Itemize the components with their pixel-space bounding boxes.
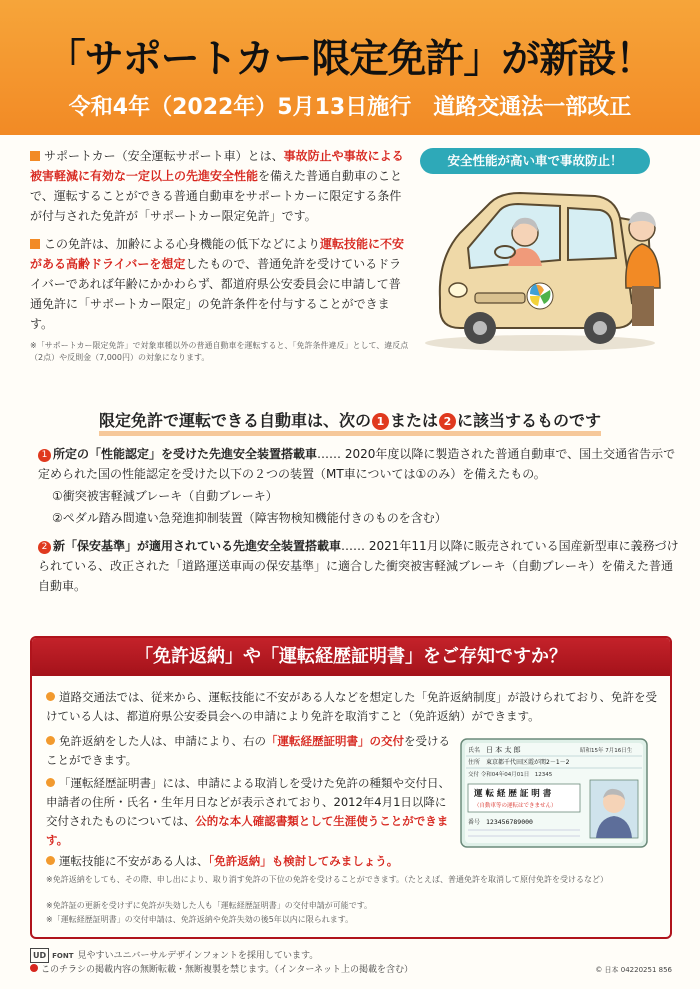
note-1: ※免許返納をしても、その際、申し出により、取り消す免許の下位の免許を受けることができます。（たとえば、普通免許を取消して原付免許を受けるなど） (46, 875, 609, 884)
intro-paragraph-2: この免許は、加齢による心身機能の低下などにより運転技能に不安がある高齢ドライバーを想定したもので、普通免許を受けているドライバーであれば年齢にかかわらず、都道府県公安委員会に申請して普通免許に「サポートカー限定」の免許条件を付与することができます。 (30, 237, 405, 331)
card-number-label: 番号 (468, 819, 481, 826)
bullet-dot-icon (46, 856, 55, 865)
device-1: ①衝突被害軽減ブレーキ（自動ブレーキ） (52, 489, 278, 503)
number-2-icon: 2 (439, 413, 456, 430)
intro-text (30, 146, 412, 342)
card-name-label: 氏名 (468, 747, 481, 754)
card-title: 運 転 経 歴 証 明 書 (474, 789, 552, 799)
number-1-icon: 1 (38, 449, 51, 462)
card-address: 東京都千代田区霞が関2－1－2 (486, 759, 570, 766)
device-2: ②ペダル踏み間違い急発進抑制装置（障害物検知機能付きのものを含む） (52, 511, 447, 525)
license-return-heading: 「免許返納」や「運転経歴証明書」をご存知ですか？ (32, 638, 670, 676)
bullet-dot-icon (46, 736, 55, 745)
note-3: ※「運転経歴証明書」の交付申請は、免許返納や免許失効の後5年以内に限られます。 (46, 915, 354, 924)
driving-history-certificate-card (460, 738, 648, 848)
bullet-dot-icon (46, 778, 55, 787)
red-dot-icon (30, 964, 38, 972)
number-2-icon: 2 (38, 541, 51, 554)
page-title: 「サポートカー限定免許」が新設！ (46, 37, 654, 82)
header-banner (0, 0, 700, 135)
card-issue: 交付 令和04年04月01日 12345 (468, 772, 553, 778)
bullet-square-icon (30, 151, 40, 161)
footer-code: © 日本 04220251 856 (595, 966, 672, 974)
number-1-icon: 1 (372, 413, 389, 430)
condition-item-2: 2 新「保安基準」が適用されている先進安全装置搭載車…… 2021年11月以降に販売されている国産新型車に義務づけられている、改正された「道路運送車両の保安基準」に適合した衝突被害軽減ブレーキ（自動ブレーキ）を備えた普通自動車。 (38, 539, 679, 593)
car-with-elderly-couple-icon (420, 178, 670, 353)
info-bullet-4: 運転技能に不安がある人は、「免許返納」も検討してみましょう。 (46, 852, 658, 871)
safety-badge: 安全性能が高い車で事故防止！ (420, 148, 650, 174)
condition-item-1: 1 所定の「性能認定」を受けた先進安全装置搭載車…… 2020年度以降に製造された普通自動車で、国土交通省告示で定められた国の性能認定を受けた以下の２つの装置（MT車については①のみ）を備えたもの。 (38, 447, 676, 481)
card-subtitle: （自動車等の運転はできません） (474, 803, 557, 809)
bullet-square-icon (30, 239, 40, 249)
info-bullet-1: 道路交通法では、従来から、運転技能に不安がある人などを想定した「免許返納制度」が設けられており、免許を受けている人は、都道府県公安委員会への申請により免許を取消すこと（免許返納）ができます。 (46, 690, 657, 723)
note-2: ※免許証の更新を受けずに免許が失効した人も「運転経歴証明書」の交付申請が可能です。 (46, 901, 373, 910)
card-address-label: 住所 (468, 759, 481, 766)
ud-font-logo: UD (30, 948, 49, 963)
info-bullet-3: 「運転経歴証明書」には、申請による取消しを受けた免許の種類や交付日、申請者の住所・氏名・生年月日などが表示されており、2012年4月1日以降に交付されたものについては、公的な本人確認書類として生涯使うことができます。 (46, 776, 450, 847)
info-bullet-2: 免許返納をした人は、申請により、右の「運転経歴証明書」の交付を受けることができます。 (46, 734, 450, 767)
page-subtitle: 令和4年（2022年）5月13日施行 道路交通法一部改正 (68, 95, 632, 120)
footer-ud-line: UD FONT 見やすいユニバーサルデザインフォントを採用しています。 (30, 948, 670, 963)
card-name: 日 本 太 郎 (486, 746, 521, 754)
intro-note: ※「サポートカー限定免許」で対象車種以外の普通自動車を運転すると、「免許条件違反」として、違反点（2点）や反則金（7,000円）の対象になります。 (30, 341, 409, 362)
card-number: 123456789000 (486, 818, 533, 826)
footer-copyright: このチラシの掲載内容の無断転載・無断複製を禁じます。（インターネット上の掲載を含む） (30, 964, 490, 977)
card-birth: 昭和15年 7月16日生 (580, 748, 633, 754)
intro-paragraph-1: サポートカー（安全運転サポート車）とは、事故防止や事故による被害軽減に有効な一定以上の先進安全性能を備えた普通自動車のことで、運転することができる普通自動車をサポートカーに限定する条件が付与された免許が「サポートカー限定免許」です。 (30, 149, 404, 223)
bullet-dot-icon (46, 692, 55, 701)
section2-title: 限定免許で運転できる自動車は、次の 1 または 2 に該当するものです (30, 408, 670, 431)
